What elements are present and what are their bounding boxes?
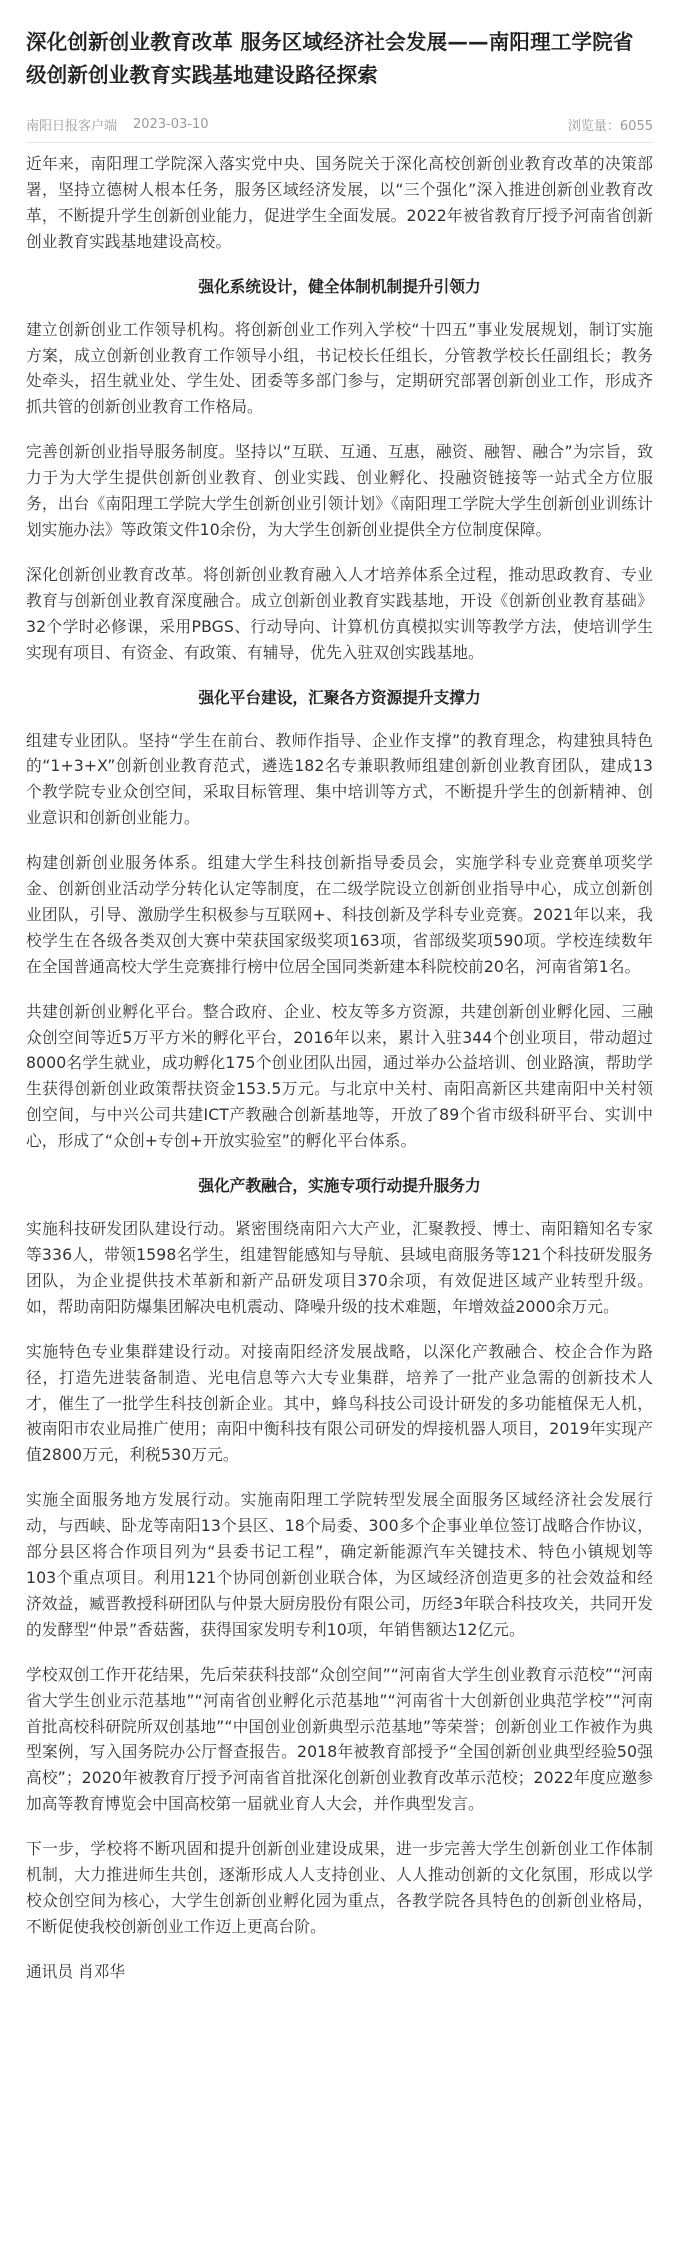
paragraph: 共建创新创业孵化平台。整合政府、企业、校友等多方资源，共建创新创业孵化园、三融众创空间等近5万平方米的孵化平台，2016年以来，累计入驻344个创业项目，带动超过8000名学生就业，成功孵化175个创业团队出园，通过举办公益培训、创业路演，帮助学生获得创新创业政策帮扶资金153.5万元。与北京中关村、南阳高新区共建南阳中关村领创空间，与中兴公司共建ICT产教融合创新基地等，开放了89个省市级科研平台、实训中心，形成了“众创+专创+开放实验室”的孵化平台体系。 bbox=[26, 1001, 653, 1151]
paragraph: 建立创新创业工作领导机构。将创新创业工作列入学校“十四五”事业发展规划，制订实施方案，成立创新创业教育工作领导小组，书记校长任组长，分管教学校长任副组长；教务处牵头，招生就业处、学生处、团委等多部门参与，定期研究部署创新创业工作，形成齐抓共管的创新创业教育工作格局。 bbox=[26, 319, 653, 417]
paragraph: 组建专业团队。坚持“学生在前台、教师作指导、企业作支撑”的教育理念，构建独具特色的“1+3+X”创新创业教育范式，遴选182名专兼职教师组建创新创业教育团队，建成13个教学院专业众创空间，采取目标管理、集中培训等方式，不断提升学生的创新精神、创业意识和创新创业能力。 bbox=[26, 730, 653, 828]
article-meta bbox=[26, 114, 653, 134]
author-signature: 通讯员 肖邓华 bbox=[26, 1961, 126, 1981]
view-count: 浏览量：6055 bbox=[567, 118, 653, 134]
paragraph: 实施科技研发团队建设行动。紧密围绕南阳六大产业，汇聚教授、博士、南阳籍知名专家等336人，带领1598名学生，组建智能感知与导航、县域电商服务等121个科技研发服务团队，为企业提供技术革新和新产品研发项目370余项，有效促进区域产业转型升级。如，帮助南阳防爆集团解决电机震动、降噪升级的技术难题，年增效益2000余万元。 bbox=[26, 1219, 653, 1316]
section-heading: 强化平台建设，汇聚各方资源提升支撑力 bbox=[198, 687, 481, 707]
paragraph: 深化创新创业教育改革。将创新创业教育融入人才培养体系全过程，推动思政教育、专业教育与创新创业教育深度融合。成立创新创业教育实践基地，开设《创新创业教育基础》32个学时必修课，采用PBGS、行动导向、计算机仿真模拟实训等教学方法，使培训学生实现有项目、有资金、有政策、有辅导，优先入驻双创实践基地。 bbox=[26, 564, 653, 662]
article-source[interactable]: 南阳日报客户端 bbox=[26, 118, 118, 134]
article-title: 深化创新创业教育改革 服务区域经济社会发展——南阳理工学院省级创新创业教育实践基地建设路径探索 bbox=[26, 30, 634, 87]
paragraph: 完善创新创业指导服务制度。坚持以“互联、互通、互惠，融资、融智、融合”为宗旨，致力于为大学生提供创新创业教育、创业实践、创业孵化、投融资链接等一站式全方位服务，出台《南阳理工学院大学生创新创业引领计划》《南阳理工学院大学生创新创业训练计划实施办法》等政策文件10余份，为大学生创新创业提供全方位制度保障。 bbox=[26, 442, 653, 539]
paragraph: 实施特色专业集群建设行动。对接南阳经济发展战略，以深化产教融合、校企合作为路径，打造先进装备制造、光电信息等六大专业集群，培养了一批产业急需的创新技术人才，催生了一批学生科技创新企业。其中，蜂鸟科技公司设计研发的多功能植保无人机，被南阳市农业局推广使用；南阳中衡科技有限公司研发的焊接机器人项目，2019年实现产值2800万元，利税530万元。 bbox=[26, 1341, 653, 1465]
paragraph: 学校双创工作开花结果，先后荣获科技部“众创空间”“河南省大学生创业教育示范校”“河南省大学生创业示范基地”“河南省创业孵化示范基地”“河南省十大创新创业典范学校”“河南首批高校科研院所双创基地”“中国创业创新典型示范基地”等荣誉；创新创业工作被作为典型案例，写入国务院办公厅督查报告。2018年被教育部授予“全国创新创业典型经验50强高校”；2020年被教育厅授予河南省首批深化创新创业教育改革示范校；2022年度应邀参加高等教育博览会中国高校第一届就业育人大会，并作典型发言。 bbox=[26, 1664, 653, 1814]
meta-divider bbox=[26, 142, 653, 143]
article-body bbox=[26, 151, 653, 1985]
section-heading: 强化产教融合，实施专项行动提升服务力 bbox=[198, 1176, 481, 1196]
paragraph: 构建创新创业服务体系。组建大学生科技创新指导委员会，实施学科专业竞赛单项奖学金、创新创业活动学分转化认定等制度，在二级学院设立创新创业指导中心，成立创新创业团队，引导、激励学生积极参与互联网+、科技创新及学科专业竞赛。2021年以来，我校学生在各级各类双创大赛中荣获国家级奖项163项，省部级奖项590项。学校连续数年在全国普通高校大学生竞赛排行榜中位居全国同类新建本科院校前20名，河南省第1名。 bbox=[26, 853, 653, 976]
paragraph: 下一步，学校将不断巩固和提升创新创业建设成果，进一步完善大学生创新创业工作体制机制，大力推进师生共创，逐渐形成人人支持创业、人人推动创新的文化氛围，形成以学校众创空间为核心，大学生创新创业孵化园为重点，各教学院各具特色的创新创业格局，不断促使我校创新创业工作迈上更高台阶。 bbox=[26, 1839, 653, 1936]
paragraph: 实施全面服务地方发展行动。实施南阳理工学院转型发展全面服务区域经济社会发展行动，与西峡、卧龙等南阳13个县区、18个局委、300多个企事业单位签订战略合作协议，部分县区将合作项目列为“县委书记工程”，确定新能源汽车关键技术、特色小镇规划等103个重点项目。利用121个协同创新创业联合体，为区域经济创造更多的社会效益和经济效益，臧晋教授科研团队与仲景大厨房股份有限公司，历经3年联合科技攻关，共同开发的发酵型“仲景”香菇酱，获得国家发明专利10项，年销售额达12亿元。 bbox=[26, 1490, 653, 1639]
section-heading: 强化系统设计，健全体制机制提升引领力 bbox=[198, 276, 481, 296]
article-date: 2023-03-10 bbox=[133, 116, 209, 132]
paragraph: 近年来，南阳理工学院深入落实党中央、国务院关于深化高校创新创业教育改革的决策部署，坚持立德树人根本任务，服务区域经济发展，以“三个强化”深入推进创新创业教育改革，不断提升学生创新创业能力，促进学生全面发展。2022年被省教育厅授予河南省创新创业教育实践基地建设高校。 bbox=[26, 154, 653, 251]
